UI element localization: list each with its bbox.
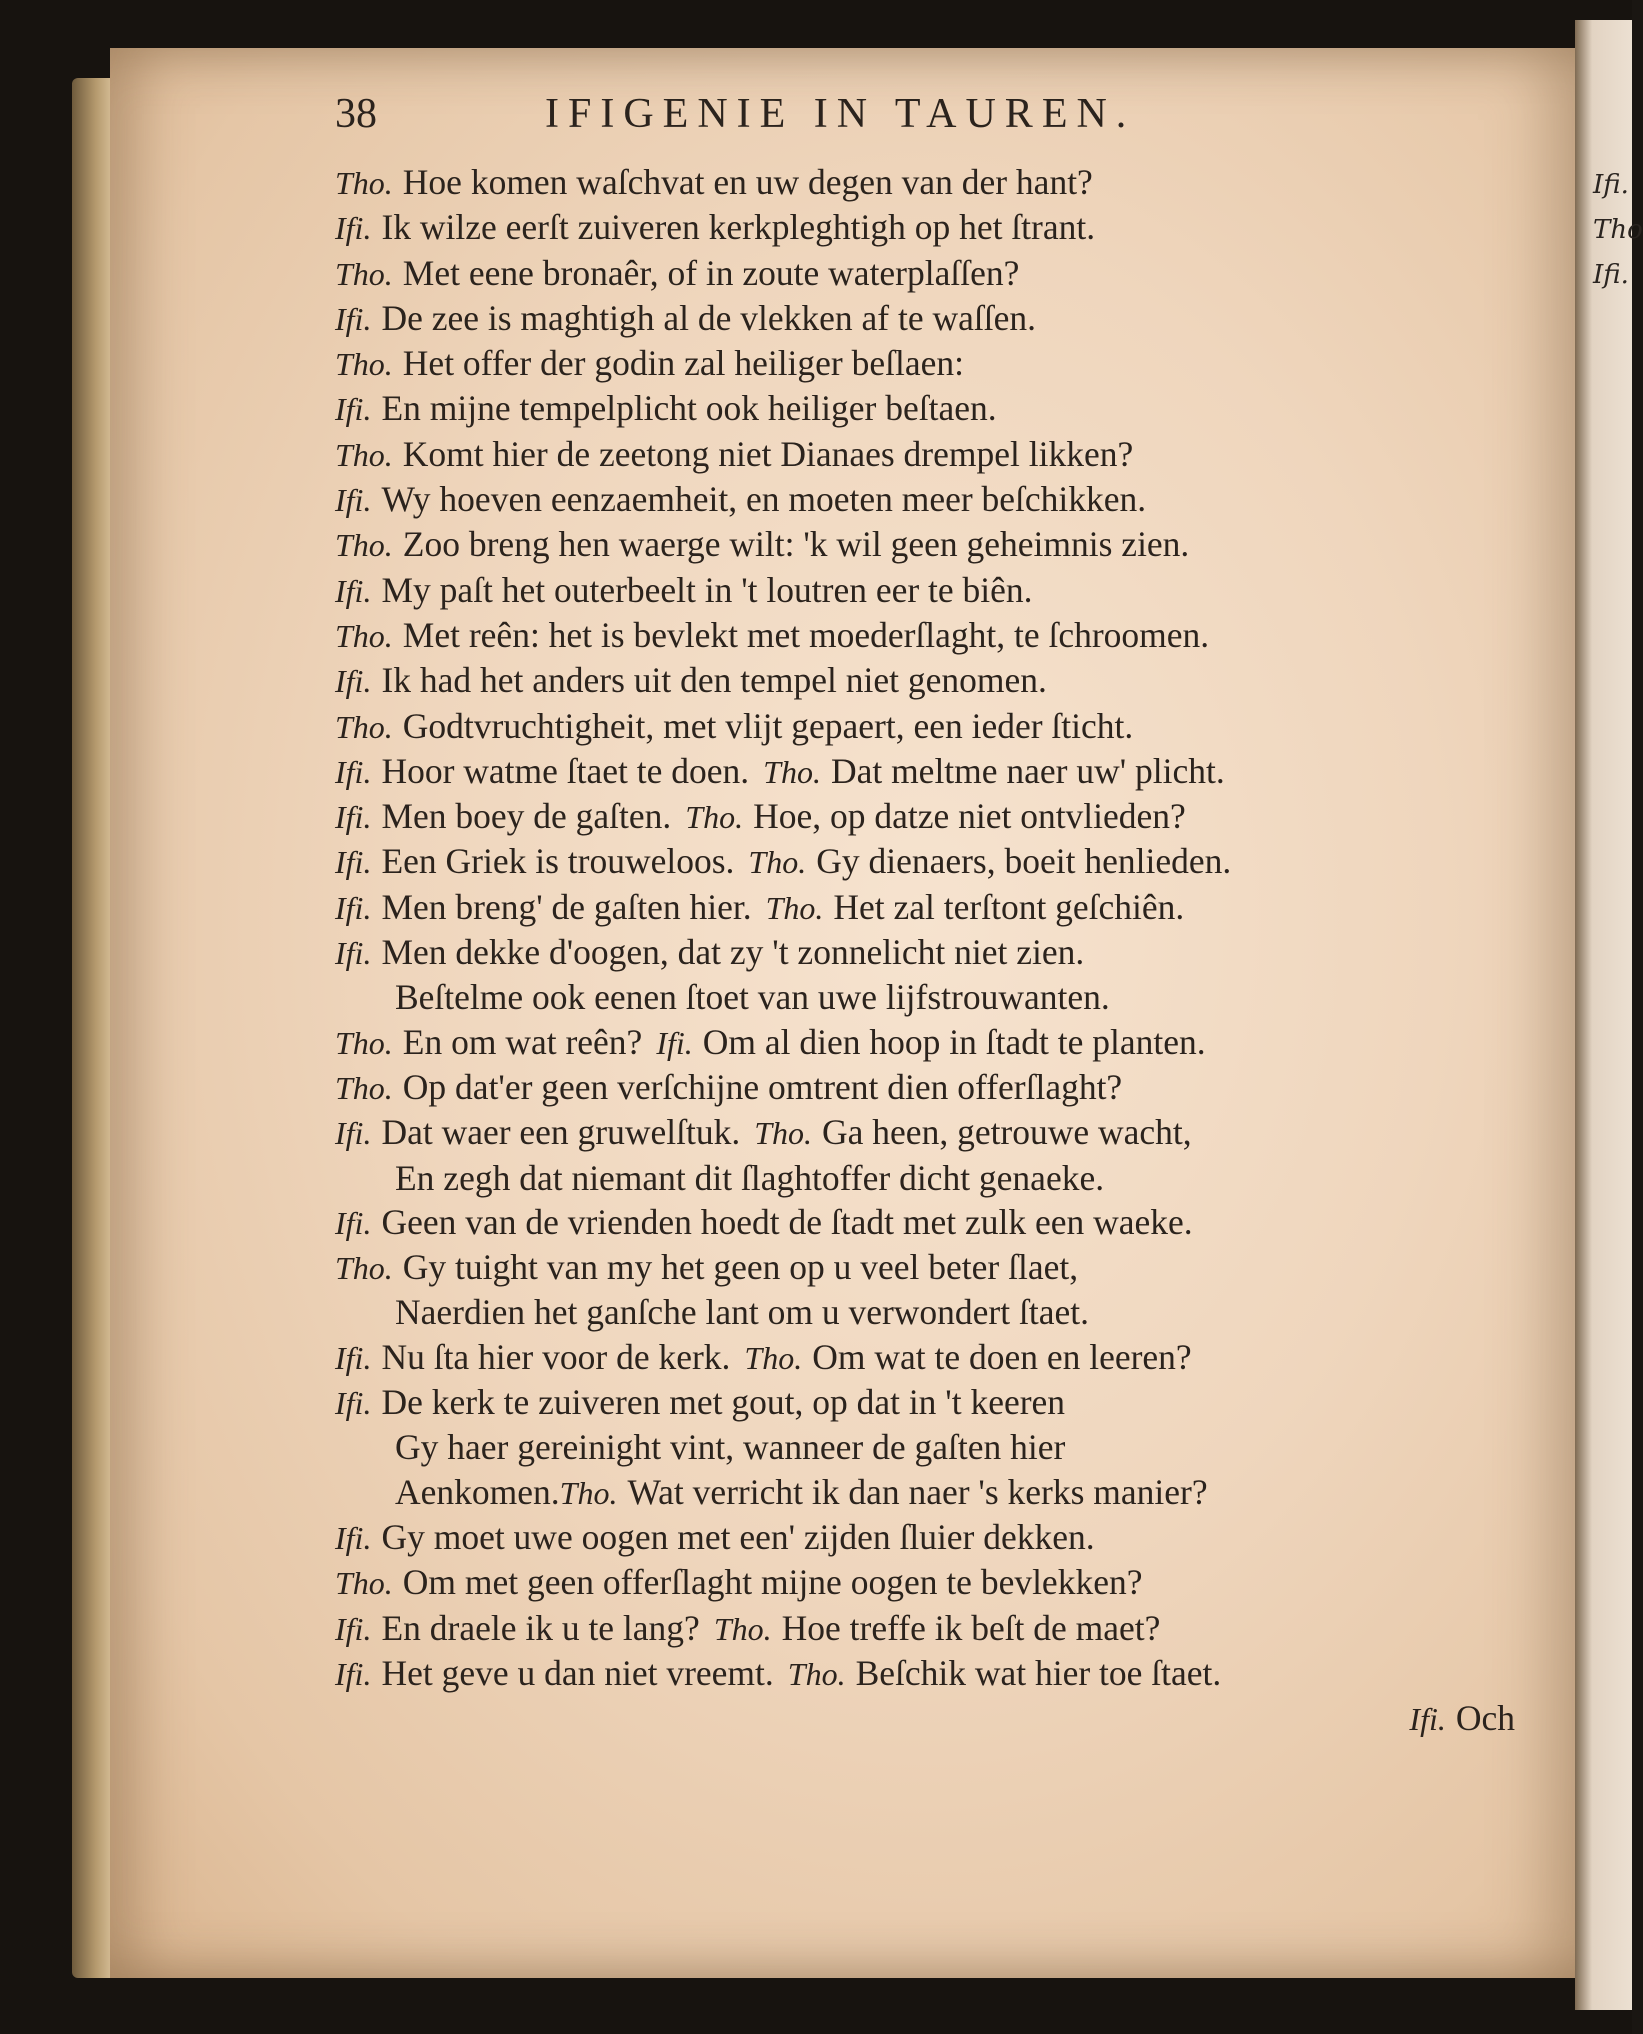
- verse-text: Nu ſta hier voor de kerk.: [381, 1336, 731, 1377]
- speaker-label: Ifi.: [335, 663, 372, 700]
- speaker-label: Ifi.: [335, 1204, 372, 1241]
- catchword-text: Och: [1455, 1698, 1515, 1739]
- verse-line: [335, 1335, 1525, 1380]
- verse-line: [335, 1560, 1525, 1605]
- verse-line: [335, 1470, 1525, 1515]
- verse-text: Naerdien het ganſche lant om u verwondert ſtaet.: [395, 1292, 1089, 1333]
- speaker-label: Ifi.: [335, 1519, 372, 1556]
- verse-text: Gy moet uwe oogen met een' zijden ſluier dekken.: [381, 1516, 1095, 1557]
- verse-text: Men boey de gaſten.: [381, 796, 672, 837]
- speaker-label: Tho.: [335, 436, 393, 473]
- verse-line: [335, 1425, 1525, 1469]
- speaker-label: Ifi.: [335, 210, 372, 247]
- verse-text: Geen van de vrienden hoedt de ſtadt met zulk een waeke.: [381, 1201, 1193, 1242]
- verse-line: [335, 568, 1525, 613]
- verse-line: [335, 205, 1525, 250]
- verse-text: Aenkomen.: [395, 1471, 560, 1512]
- speaker-label: Tho.: [335, 617, 393, 654]
- speaker-label: Ifi.: [335, 935, 372, 972]
- verse-text: Gy tuight van my het geen op u veel beter ſlaet,: [402, 1247, 1079, 1288]
- facing-page-fragment: Ifi.: [1593, 260, 1629, 290]
- verse-line: [335, 251, 1525, 296]
- speaker-label: Tho.: [335, 255, 393, 292]
- verse-line: [335, 975, 1525, 1019]
- running-title: IFIGENIE IN TAUREN.: [545, 91, 1136, 137]
- verse-line: [335, 1290, 1525, 1334]
- verse-line: [335, 432, 1525, 477]
- verse-text: Het zal terſtont geſchiên.: [833, 886, 1185, 927]
- speaker-label: Ifi.: [335, 1115, 372, 1152]
- verse-line: [335, 341, 1525, 386]
- verse-text: Hoe komen waſchvat en uw degen van der hant?: [402, 162, 1093, 202]
- verse-text: De zee is maghtigh al de vlekken af te waſſen.: [381, 297, 1036, 338]
- speaker-label: Tho.: [335, 1069, 393, 1106]
- verse-text: Beſtelme ook eenen ſtoet van uwe lijfstrouwanten.: [395, 977, 1110, 1018]
- facing-page-fragment: Ifi.: [1593, 170, 1629, 200]
- verse-text: En mijne tempelplicht ook heiliger beſtaen.: [381, 388, 997, 429]
- speaker-label: Ifi.: [335, 799, 372, 836]
- speaker-label: Ifi.: [335, 889, 372, 926]
- verse-line: [335, 1200, 1525, 1245]
- speaker-label: Ifi.: [335, 1339, 372, 1376]
- speaker-label: Tho.: [335, 1565, 393, 1602]
- speaker-label: Tho.: [685, 799, 744, 836]
- speaker-label: Tho.: [754, 1115, 813, 1152]
- speaker-label: Tho.: [744, 1339, 803, 1376]
- verse-line: [335, 885, 1525, 930]
- page-number: 38: [335, 91, 377, 137]
- verse-text: Het offer der godin zal heiliger beſlaen:: [402, 343, 964, 384]
- verse-text: Met reên: het is bevlekt met moederſlaght, te ſchroomen.: [402, 614, 1210, 655]
- verse-text: En draele ik u te lang?: [381, 1607, 700, 1648]
- speaker-label: Ifi.: [335, 572, 372, 609]
- verse-line: [335, 1380, 1525, 1425]
- verse-text: Om al dien hoop in ſtadt te planten.: [702, 1021, 1206, 1062]
- facing-page-edge: [1575, 20, 1643, 2010]
- speaker-label: Ifi.: [335, 844, 372, 881]
- speaker-label: Tho.: [559, 1474, 618, 1511]
- verse-line: [335, 658, 1525, 703]
- speaker-label: Ifi.: [335, 482, 372, 519]
- verse-text: Gy haer gereinight vint, wanneer de gaſten hier: [395, 1427, 1066, 1468]
- verse-line: [335, 1606, 1525, 1651]
- verse-line: [335, 522, 1525, 567]
- speaker-label: Tho.: [713, 1610, 772, 1647]
- speaker-label: Tho.: [763, 753, 821, 790]
- verse-line: [335, 160, 1525, 205]
- speaker-label: Tho.: [335, 346, 393, 383]
- catchword-speaker: Ifi.: [1409, 1701, 1446, 1738]
- page-text-block: [335, 90, 1525, 1741]
- verse-text: Gy dienaers, boeit henlieden.: [816, 841, 1232, 882]
- speaker-label: Tho.: [748, 844, 807, 881]
- verse-text: Hoe, op datze niet ontvlieden?: [753, 796, 1186, 837]
- verse-line: [335, 930, 1525, 975]
- verse-text: Het geve u dan niet vreemt.: [381, 1652, 774, 1693]
- speaker-label: Tho.: [335, 708, 393, 745]
- speaker-label: Tho.: [335, 1250, 393, 1287]
- verse-text: Ga heen, getrouwe wacht,: [822, 1112, 1192, 1153]
- verse-line: [335, 386, 1525, 431]
- verse-text: Zoo breng hen waerge wilt: 'k wil geen geheimnis zien.: [402, 524, 1190, 565]
- verse-line: [335, 477, 1525, 522]
- verse-text: Wy hoeven eenzaemheit, en moeten meer beſchikken.: [381, 479, 1147, 520]
- page-header: [335, 90, 1525, 160]
- verse-text: Op dat'er geen verſchijne omtrent dien offerſlaght?: [402, 1066, 1123, 1107]
- verse-line: [335, 1651, 1525, 1696]
- verse-text: My paſt het outerbeelt in 't loutren eer te biên.: [381, 569, 1033, 610]
- speaker-label: Tho.: [335, 1024, 393, 1061]
- verse-text: Men dekke d'oogen, dat zy 't zonnelicht niet zien.: [381, 932, 1085, 973]
- speaker-label: Ifi.: [335, 1385, 372, 1422]
- speaker-label: Ifi.: [335, 1610, 372, 1647]
- verse-line: [335, 1065, 1525, 1110]
- verse-line: [335, 1245, 1525, 1290]
- verse-text: Hoe treffe ik beſt de maet?: [781, 1607, 1161, 1648]
- verse-text: Om met geen offerſlaght mijne oogen te bevlekken?: [402, 1562, 1143, 1603]
- verse-text: Wat verricht ik dan naer 's kerks manier?: [627, 1471, 1208, 1512]
- verse-text: Men breng' de gaſten hier.: [381, 886, 752, 927]
- verse-line: [335, 839, 1525, 884]
- speaker-label: Tho.: [765, 889, 824, 926]
- verse-line: [335, 1156, 1525, 1200]
- verse-text: Komt hier de zeetong niet Dianaes drempel likken?: [402, 433, 1134, 474]
- verse-text: Ik had het anders uit den tempel niet genomen.: [381, 660, 1047, 701]
- verse-text: Hoor watme ſtaet te doen.: [381, 750, 750, 791]
- speaker-label: Tho.: [335, 165, 393, 201]
- verse-text: Ik wilze eerſt zuiveren kerkpleghtigh op het ſtrant.: [381, 207, 1096, 248]
- speaker-label: Ifi.: [335, 1655, 372, 1692]
- verse-text: Dat waer een gruwelſtuk.: [381, 1112, 741, 1153]
- speaker-label: Ifi.: [335, 391, 372, 428]
- verse-line: [335, 1110, 1525, 1155]
- speaker-label: Tho.: [787, 1655, 846, 1692]
- verse-text: En zegh dat niemant dit ſlaghtoffer dicht genaeke.: [395, 1157, 1105, 1198]
- speaker-label: Ifi.: [335, 300, 372, 337]
- verse-text: En om wat reên?: [402, 1021, 643, 1062]
- facing-page-fragment: Tho: [1593, 215, 1643, 245]
- verse-text: Beſchik wat hier toe ſtaet.: [855, 1652, 1222, 1693]
- verse-line: [335, 296, 1525, 341]
- verse-line: [335, 704, 1525, 749]
- speaker-label: Tho.: [335, 527, 393, 564]
- verse-line: [335, 1020, 1525, 1065]
- verse-line: [335, 1515, 1525, 1560]
- verse-text: De kerk te zuiveren met gout, op dat in 't keeren: [381, 1382, 1066, 1423]
- verse-line: [335, 749, 1525, 794]
- verse-line: [335, 794, 1525, 839]
- verse-text: Met eene bronaêr, of in zoute waterplaſſen?: [402, 252, 1020, 293]
- verse-text: Om wat te doen en leeren?: [812, 1336, 1192, 1377]
- verse-text: Godtvruchtigheit, met vlijt gepaert, een ieder ſticht.: [402, 705, 1134, 746]
- catchword: [335, 1696, 1525, 1741]
- verse-text: Een Griek is trouweloos.: [381, 841, 735, 882]
- verse-text: Dat meltme naer uw' plicht.: [830, 750, 1225, 791]
- verse-line: [335, 613, 1525, 658]
- dialogue-verse: [335, 160, 1525, 1696]
- speaker-label: Ifi.: [656, 1024, 693, 1061]
- speaker-label: Ifi.: [335, 753, 372, 790]
